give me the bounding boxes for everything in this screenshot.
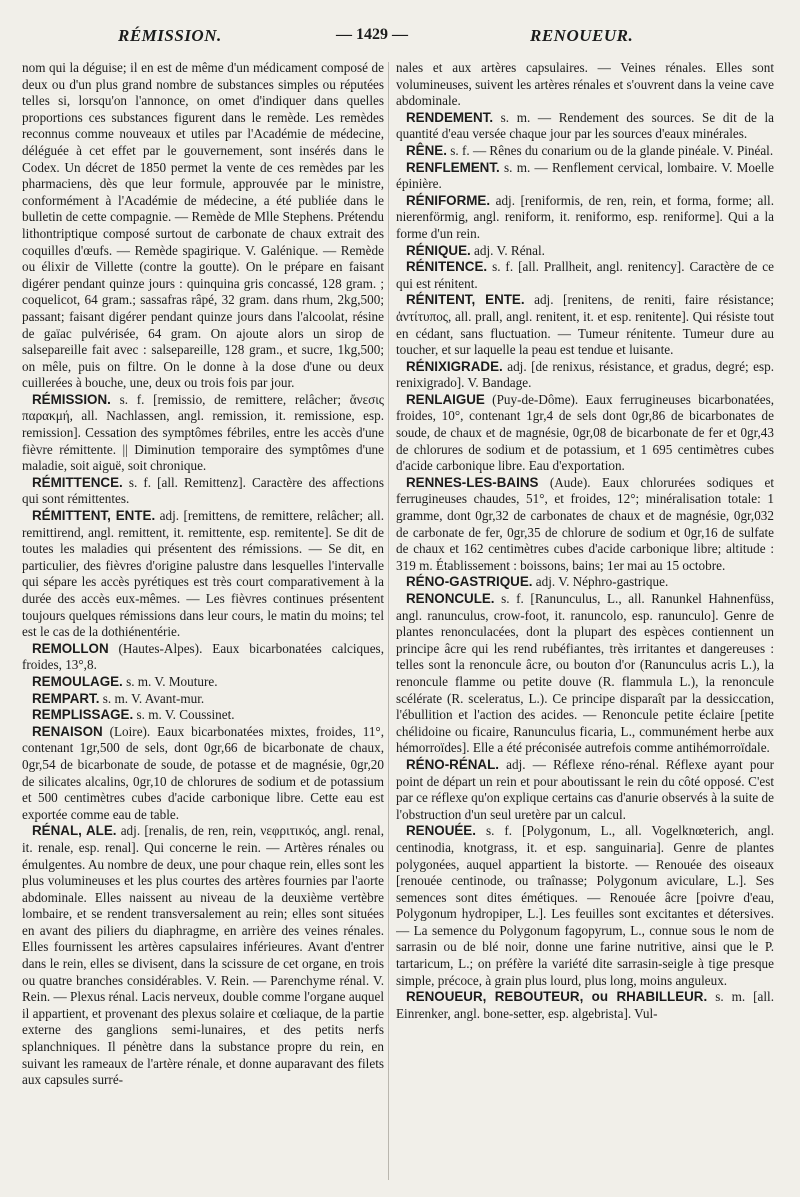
right-column xyxy=(396,60,774,1188)
entry-headword: RÉNO-RÉNAL. xyxy=(406,756,499,772)
entry-headword: RÉNIQUE. xyxy=(406,242,471,258)
entry-text: adj. [renitens, de reniti, faire résistance; ἀντίτυπος, all. prall, angl. renitent, it. et esp. renitente]. Qui résiste tout en cédant, sans fluctuation. — Tumeur rénitente. Tumeur dure au toucher, et sur laquelle la peau est tendue et luisante. xyxy=(396,292,774,358)
column-divider xyxy=(388,62,389,1180)
entry-headword: RÉNIFORME. xyxy=(406,192,491,208)
dictionary-entry xyxy=(22,392,384,475)
page-header xyxy=(0,14,800,54)
entry-headword: RÉMITTENCE. xyxy=(32,474,123,490)
entry-headword: RÉNIXIGRADE. xyxy=(406,358,503,374)
entry-text: adj. V. Rénal. xyxy=(474,242,545,258)
dictionary-entry xyxy=(396,193,774,243)
entry-text: nom qui la déguise; il en est de même d'un médicament composé de deux ou d'un plus grand nombre de substances simples ou réputées telles si, lorsqu'on l'annonce, on omet d'indiquer dans quelles proportions ces substances figurent dans le remède. Les remèdes reconnus comme nouveaux et utiles par l'Académie de médecine, déléguée à cet effet par le gouvernement, sont insérés dans le Codex. Un décret de 1850 permet la vente de ces remèdes par les pharmaciens, dès que leur formule, approuvée par le ministre, conformément à l'Académie de médecine, a été publiée dans le bulletin de cette compagnie. — Remède de Mlle Stephens. Prétendu lithontriptique composé surtout de carbonate de chaux extrait des coquilles d'œufs. — Remède spagirique. V. Galénique. — Remède ou élixir de Villette (contre la goutte). On le prépare en faisant digérer pendant quinze jours : quinquina gris concassé, 128 gram. ; coquelicot, 64 gram.; sassafras râpé, 32 gram. dans rhum, 2kg,500; passant; faisant digérer pendant quinze jours dans l'alcoolat, résine de gaïac pulvérisée, 64 gram. On ajoute alors un sirop de salsepareille fait avec : salsepareille, 128 gram., et sucre, 1kg,500; on mêle, puis on filtre. On le donne à la dose d'une ou deux cuillerées à bouche, une, deux ou trois fois par jour. xyxy=(22,60,384,391)
dictionary-entry xyxy=(22,641,384,674)
dictionary-entry xyxy=(22,724,384,824)
dictionary-entry xyxy=(396,110,774,143)
entry-text: (Puy-de-Dôme). Eaux ferrugineuses bicarbonatées, froides, 10°, contenant 1gr,4 de sels dont 0gr,86 de bicarbonates de soude, de chaux et de magnésie, 0gr,08 de bicarbonate de fer et 0gr,43 de chlorures de sodium et de potassium, et 1 695 centimètres cubes d'acide carbonique libre. Eau d'exportation. xyxy=(396,391,774,474)
dictionary-entry xyxy=(22,691,384,708)
entry-headword: RÉNITENCE. xyxy=(406,259,488,275)
entry-headword: RENAISON xyxy=(32,723,103,739)
entry-headword: RÉNITENT, ENTE. xyxy=(406,292,525,308)
running-head-left: RÉMISSION. xyxy=(118,26,222,45)
entry-headword: RENOUÉE. xyxy=(406,823,476,839)
dictionary-entry xyxy=(22,707,384,724)
entry-text: adj. [de renixus, résistance, et gradus, degré; esp. renixigrado]. V. Bandage. xyxy=(396,358,774,391)
entry-headword: REMPLISSAGE. xyxy=(32,707,134,723)
entry-headword: RÉNAL, ALE. xyxy=(32,823,117,839)
dictionary-entry xyxy=(22,674,384,691)
dictionary-entry xyxy=(396,259,774,292)
entry-headword: RÉMITTENT, ENTE. xyxy=(32,508,156,524)
left-column xyxy=(22,60,384,1188)
dictionary-entry xyxy=(396,243,774,260)
continued-text xyxy=(396,60,774,110)
entry-text: s. m. V. Coussinet. xyxy=(136,707,235,723)
entry-text: s. m. [all. Einrenker, angl. bone-setter, esp. algebrista]. Vul- xyxy=(396,989,774,1021)
entry-text: adj. — Réflexe réno-rénal. Réflexe ayant pour point de départ un rein et pour aboutissant le rein du côté opposé. C'est par ce réflexe qu'on explique certains cas d'anurie observés à la suite de l'obstruction d'un seul uretère par un calcul. xyxy=(396,756,774,822)
entry-text: s. f. [Polygonum, L., all. Vogelknœterich, angl. centinodia, knotgrass, it. et esp. sanguinaria]. Genre de plantes polygonées, auquel appartient la bistorte. — Renouée des oiseaux [renouée centinode, ou traînasse; Polygonum aviculare, L.]. Ses semences sont dites émétiques. — Renouée âcre [poivre d'eau, Polygonum hydropiper, L.]. Les feuilles sont excitantes et détersives. — La semence du Polygonum fagopyrum, L., connue sous le nom de sarrasin ou de blé noir, donne une farine nutritive, ainsi que le P. tartaricum, L.; on préfère la variété dite sarrasin-seigle à tige presque simple, précoce, à grain plus lourd, plus long, moins anguleux. xyxy=(396,823,774,988)
entry-text: s. f. [remissio, de remittere, relâcher; ἄνεσις παρακμή, all. Nachlassen, angl. remission, it. remissione, esp. remission]. Cessation des symptômes fébriles, entre les accès d'une fièvre rémittente. || Diminution temporaire des symptômes d'une maladie, soit aiguë, soit chronique. xyxy=(22,391,384,474)
entry-text: s. f. [all. Remittenz]. Caractère des affections qui sont rémittentes. xyxy=(22,474,384,507)
entry-text: s. f. [Ranunculus, L., all. Ranunkel Hahnenfüss, angl. ranunculus, crow-foot, it. ranuncolo, esp. ranunculo]. Genre de plantes renonculacées, dont la plupart des espèces contiennent un principe âcre qui les rend rubéfiantes, très irritantes et dangereuses : telles sont la renoncule âcre, ou bouton d'or (Ranunculus acris L.), la renoncule flamme ou petite douve (R. flammula L.), la renoncule scélérate (R. sceleratus, L.). Ce principe disparaît par la dessiccation, l'ébullition et l'action des acides. — Renoncule petite éclaire [petite chélidoine ou ficaire, Ranunculus ficaria, L., communément herbe aux hémorroïdes]. Elle a été préconisée autrefois comme antihémorroïdale. xyxy=(396,591,774,756)
entry-text: s. f. — Rênes du conarium ou de la glande pinéale. V. Pinéal. xyxy=(450,142,774,158)
dictionary-entry xyxy=(396,160,774,193)
entry-text: s. m. — Rendement des sources. Se dit de la quantité d'eau versée chaque jour par les sources d'eaux minérales. xyxy=(396,109,774,142)
entry-text: adj. [remittens, de remittere, relâcher; all. remittirend, angl. remittent, it. remittente, esp. remitente]. Se dit de toutes les maladies qui présentent des rémissions. — Se dit, en particulier, des fièvres d'origine palustre dans lesquelles l'intervalle qui sépare les accès pyrétiques est très court comparativement à la durée des accès eux-mêmes. — Les fièvres continues présentent toujours quelques rémissions dans leur cours, le matin du moins; tel est le cas de la dothiénentérie. xyxy=(22,508,384,640)
dictionary-entry xyxy=(396,143,774,160)
entry-headword: REMOLLON xyxy=(32,640,109,656)
entry-text: s. m. — Renflement cervical, lombaire. V. Moelle épinière. xyxy=(396,159,774,192)
dictionary-entry xyxy=(396,292,774,358)
dictionary-entry xyxy=(396,475,774,575)
dictionary-entry xyxy=(396,989,774,1022)
dictionary-entry xyxy=(396,757,774,823)
dictionary-entry xyxy=(396,359,774,392)
entry-text: s. f. [all. Prallheit, angl. renitency]. Caractère de ce qui est rénitent. xyxy=(396,259,774,291)
entry-headword: RENLAIGUE xyxy=(406,391,485,407)
entry-headword: RENOUEUR, REBOUTEUR, ou RHABILLEUR. xyxy=(406,989,708,1005)
dictionary-entry xyxy=(396,591,774,757)
entry-text: (Hautes-Alpes). Eaux bicarbonatées calciques, froides, 13°,8. xyxy=(22,640,384,673)
entry-text: s. m. V. Mouture. xyxy=(126,673,218,689)
entry-headword: RENONCULE. xyxy=(406,591,495,606)
entry-headword: RÉMISSION. xyxy=(32,391,111,407)
dictionary-entry xyxy=(22,823,384,1089)
running-head-right: RENOUEUR. xyxy=(530,26,634,45)
continued-text xyxy=(22,60,384,392)
entry-text: adj. [renalis, de ren, rein, νεφριτικός, angl. renal, it. renale, esp. renal]. Qui concerne le rein. — Artères rénales ou émulgentes. Au nombre de deux, une pour chaque rein, elles sont les plus volumineuses et les plus courtes des artères fournies par l'aorte abdominale. Elles naissent au niveau de la deuxième vertèbre lombaire, et se rendent transversalement au rein; elles sont situées en avant des piliers du diaphragme, en arrière des veines rénales. Elles fournissent les artères capsulaires inférieures. Avant d'entrer dans le rein, elles se divisent, dans la scissure de cet organe, en trois ou quatre branches considérables. V. Rein. — Parenchyme rénal. V. Rein. — Plexus rénal. Lacis nerveux, double comme l'organe auquel il appartient, et provenant des plexus solaire et cœliaque, de la partie externe des ganglions semi-lunaires, et des petits nerfs splanchniques. Il pénètre dans la substance propre du rein, en suivant les rameaux de l'artère rénale, et donne auparavant des filets aux capsules surré- xyxy=(22,823,384,1088)
entry-text: adj. V. Néphro-gastrique. xyxy=(535,574,669,590)
entry-headword: RENDEMENT. xyxy=(406,109,494,125)
entry-headword: RENFLEMENT. xyxy=(406,159,500,175)
entry-headword: RÊNE. xyxy=(406,142,447,158)
entry-text: (Loire). Eaux bicarbonatées mixtes, froides, 11°, contenant 1gr,500 de sels, dont 0gr,66 de bicarbonate de chaux, 0gr,54 de bicarbonate de soude, de potasse et de magnésie, 0gr,20 de silicates alcalins, 0gr,10 de chlorures de sodium et de potassium et 500 centimètres cubes d'acide carbonique libre. Cette eau est exportée comme eau de table. xyxy=(22,723,384,822)
page-number: — 1429 — xyxy=(336,26,408,43)
dictionary-entry xyxy=(22,508,384,641)
dictionary-entry xyxy=(396,392,774,475)
entry-text: (Aude). Eaux chlorurées sodiques et ferrugineuses chaudes, 51°, et froides, 12°; minéralisation totale: 1 gramme, dont 0gr,32 de carbonates de chaux et de magnésie, 0gr,032 de carbonate de fer, 0gr,35 de chlorure de sodium et 0gr,16 de sulfate de chaux et 162 centimètres cubes d'acide carbonique libre; altitude : 319 m. Établissement : boissons, bains; 1er mai au 15 octobre. xyxy=(396,474,774,573)
dictionary-entry xyxy=(396,823,774,989)
entry-headword: REMPART. xyxy=(32,690,100,706)
entry-headword: REMOULAGE. xyxy=(32,673,123,689)
dictionary-entry xyxy=(22,475,384,508)
entry-headword: RÉNO-GASTRIQUE. xyxy=(406,574,533,590)
entry-text: adj. [reniformis, de ren, rein, et forma, forme; all. nierenförmig, angl. reniform, it. reniformo, esp. reniforme]. Qui a la forme d'un rein. xyxy=(396,192,774,241)
entry-headword: RENNES-LES-BAINS xyxy=(406,474,539,490)
dictionary-entry xyxy=(396,574,774,591)
entry-text: s. m. V. Avant-mur. xyxy=(102,690,205,706)
entry-text: nales et aux artères capsulaires. — Veines rénales. Elles sont volumineuses, suivent les artères rénales et s'ouvrent dans la veine cave abdominale. xyxy=(396,60,774,109)
